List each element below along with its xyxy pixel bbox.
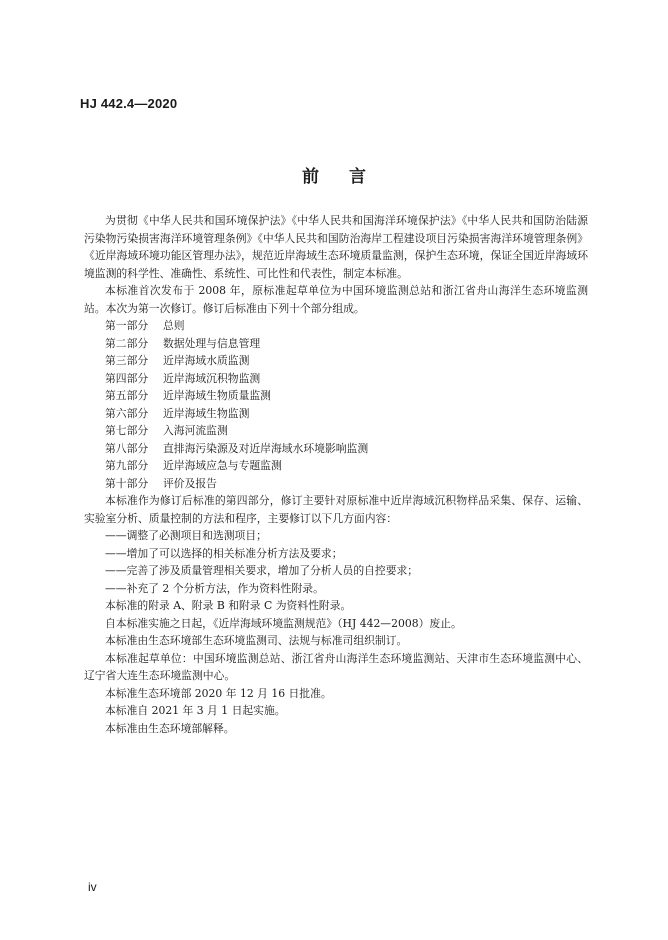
revision-item: ——增加了可以选择的相关标准分析方法及要求；: [105, 546, 343, 560]
part-number: 第六部分: [105, 406, 149, 420]
part-item: [84, 370, 588, 388]
part-item: [84, 475, 588, 493]
part-number: 第四部分: [105, 371, 149, 385]
part-item: [84, 405, 588, 423]
part-item: [84, 422, 588, 440]
part-item: [84, 387, 588, 405]
part-number: 第十部分: [105, 476, 149, 490]
part-name: 入海河流监测: [163, 424, 228, 437]
part-name: 评价及报告: [163, 476, 217, 490]
paragraph-annex: 本标准的附录 A、附录 B 和附录 C 为资料性附录。: [105, 599, 352, 612]
part-number: 第二部分: [105, 336, 149, 350]
part-item: [84, 317, 588, 335]
paragraph-abolish: 自本标准实施之日起，《近岸海域环境监测规范》（HJ 442—2008）废止。: [105, 616, 462, 630]
part-name: 近岸海域应急与专题监测: [163, 459, 282, 472]
standard-code: HJ 442.4—2020: [80, 96, 178, 111]
revision-item: ——补充了 2 个分析方法，作为资料性附录。: [105, 581, 324, 595]
part-item: [84, 335, 588, 353]
part-item: [84, 457, 588, 475]
part-name: 直排海污染源及对近岸海域水环境影响监测: [163, 441, 369, 455]
foreword-body: [84, 212, 588, 737]
paragraph-interpret: 本标准由生态环境部解释。: [105, 721, 235, 735]
paragraph-purpose: 为贯彻《中华人民共和国环境保护法》《中华人民共和国海洋环境保护法》《中华人民共和国防治陆源污染物污染损害海洋环境管理条例》《中华人民共和国防治海岸工程建设项目污染损害海洋环境管理条例》《近岸海域环境功能区管理办法》，规范近岸海域生态环境质量监测，保护生态环境，保证全国近岸海域环境监测的科学性、准确性、系统性、可比性和代表性，制定本标准。: [84, 214, 588, 280]
part-name: 近岸海域水质监测: [163, 354, 250, 367]
page-number: iv: [88, 880, 97, 894]
part-number: 第七部分: [105, 424, 149, 437]
part-name: 总则: [163, 319, 185, 332]
page-title: 前言: [302, 167, 396, 187]
part-name: 近岸海域生物监测: [163, 406, 250, 420]
part-number: 第八部分: [105, 441, 149, 455]
paragraph-organizer: 本标准由生态环境部生态环境监测司、法规与标准司组织制订。: [105, 634, 408, 647]
paragraph-revision-intro: 本标准作为修订后标准的第四部分，修订主要针对原标准中近岸海域沉积物样品采集、保存、运输、实验室分析、质量控制的方法和程序，主要修订以下几方面内容：: [84, 494, 588, 525]
part-number: 第三部分: [105, 354, 149, 367]
part-number: 第九部分: [105, 459, 149, 472]
part-number: 第五部分: [105, 389, 149, 402]
part-name: 近岸海域沉积物监测: [163, 371, 261, 385]
part-name: 数据处理与信息管理: [163, 336, 261, 350]
revision-item: ——完善了涉及质量管理相关要求，增加了分析人员的自控要求；: [105, 564, 419, 577]
paragraph-effective: 本标准自 2021 年 3 月 1 日起实施。: [105, 704, 286, 717]
part-item: [84, 352, 588, 370]
paragraph-approved: 本标准生态环境部 2020 年 12 月 16 日批准。: [105, 686, 332, 700]
paragraph-history: 本标准首次发布于 2008 年，原标准起草单位为中国环境监测总站和浙江省舟山海洋生态环境监测站。本次为第一次修订。修订后标准由下列十个部分组成。: [84, 284, 588, 315]
revision-item: ——调整了必测项目和选测项目；: [105, 529, 267, 542]
part-name: 近岸海域生物质量监测: [163, 389, 271, 402]
part-number: 第一部分: [105, 319, 149, 332]
part-item: [84, 440, 588, 458]
paragraph-drafters: 本标准起草单位：中国环境监测总站、浙江省舟山海洋生态环境监测站、天津市生态环境监测中心、辽宁省大连生态环境监测中心。: [84, 651, 588, 682]
